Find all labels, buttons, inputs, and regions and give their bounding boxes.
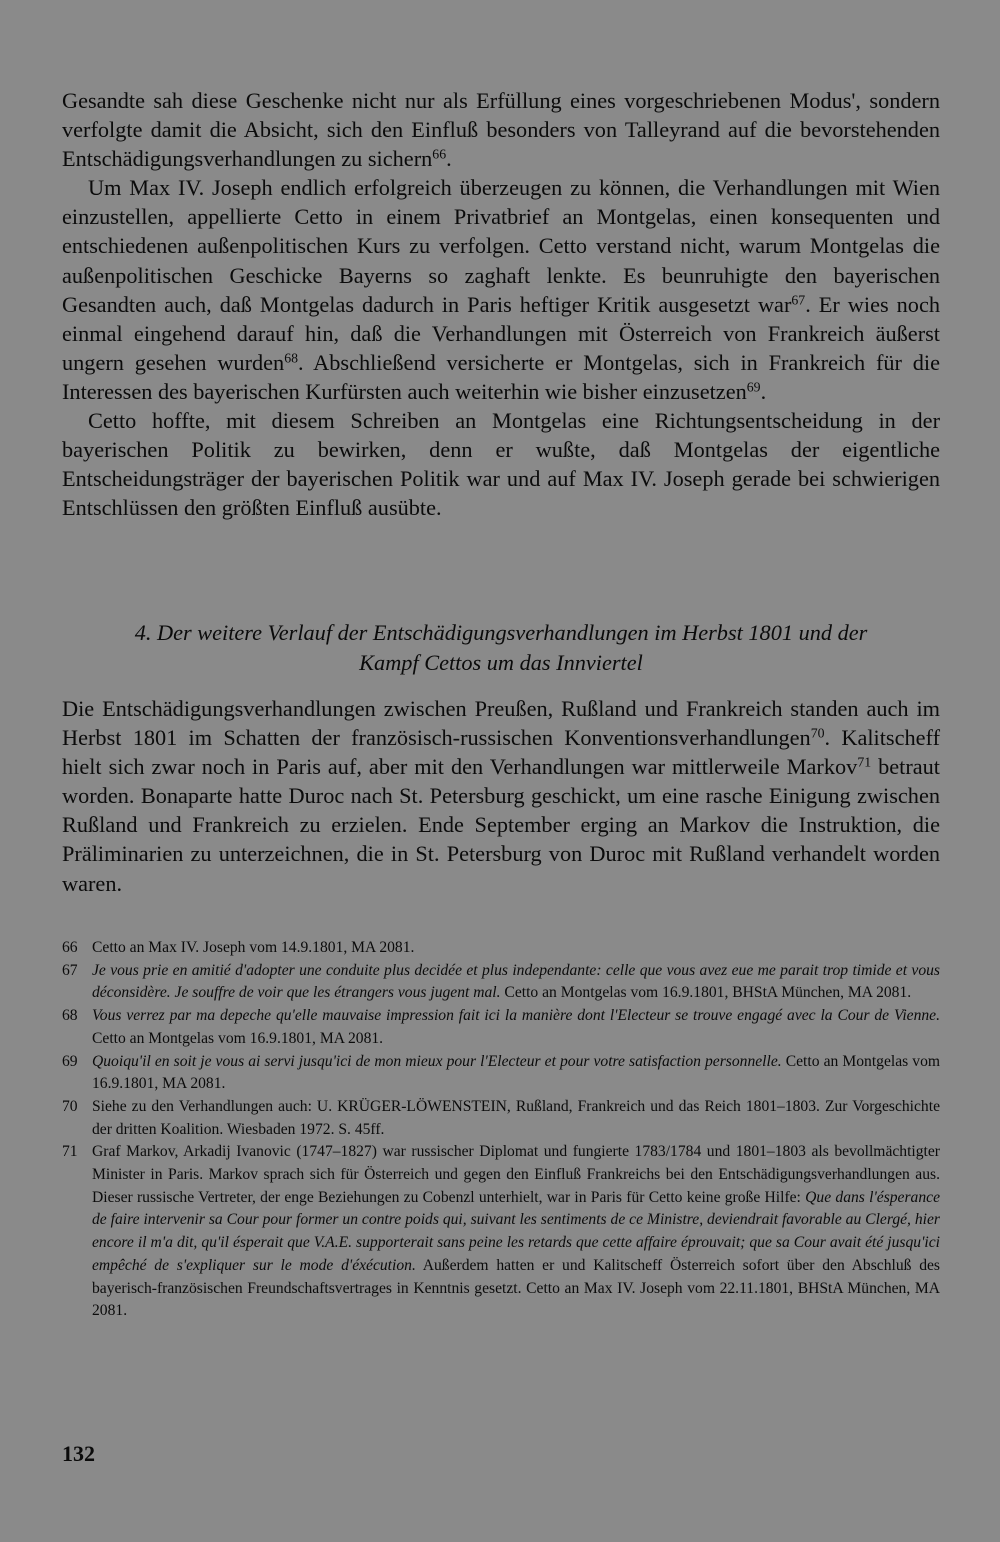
footnote-reference: 71 bbox=[857, 754, 872, 770]
footnote-number: 71 bbox=[62, 1143, 78, 1161]
footnote-text: Graf Markov, Arkadij Ivanovic (1747–1827) war russischer Diplomat und fungierte 1783/1784 und 1801–1803 als bevollmächtigter Minister in Paris. Markov sprach sich für Österreich und gegen den Einfluß Frankreichs bei den Entschädigungsverhandlungen aus. Dieser russische Vertreter, der enge Beziehungen zu Cobenzl unterhielt, war in Paris für Cetto keine große Hilfe: Que dans l'ésperance de faire intervenir sa Cour pour former un contre poids qui, suivant les sentiments de ce Ministre, deviendrait favorable au Clergé, hier encore il m'a dit, qu'il ésperait que V.A.E. supporterait sans peine les retards que cette affaire éprouvait; que sa Cour avait été jusqu'ici empêché de s'expliquer sur le mode d'éxécution. Außerdem hatten er und Kalitscheff Österreich sofort über den Abschluß des bayerisch-französischen Freundschaftsvertrages in Kenntnis gesetzt. Cetto an Max IV. Joseph vom 22.11.1801, BHStA München, MA 2081. bbox=[92, 1143, 940, 1320]
section-paragraph: Die Entschädigungsverhandlungen zwischen Preußen, Rußland und Frankreich standen auch im Herbst 1801 im Schatten der französisch-russischen Konventionsverhandlungen$^{70}$. Kalitscheff hielt sich zwar noch in Paris auf, aber mit den Verhandlungen war mittlerweile Markov$^{71}$ betraut worden. Bonaparte hatte Duroc nach St. Petersburg geschickt, um eine rasche Einigung zwischen Rußland und Frankreich zu erzielen. Ende September erging an Markov die Instruktion, die Präliminarien zu unterzeichnen, die in St. Petersburg von Duroc mit Rußland verhandelt worden waren. bbox=[62, 696, 940, 896]
italic-quote: Que dans l'ésperance de faire intervenir sa Cour pour former un contre poids qui, suivant les sentiments de ce Ministre, deviendrait favorable au Clergé, hier encore il m'a dit, qu'il ésperait que V.A.E. supporterait sans peine les retards que cette affaire éprouvait; que sa Cour avait été jusqu'ici empêché de s'expliquer sur le mode d'éxécution. bbox=[92, 1188, 940, 1274]
section-heading bbox=[62, 618, 940, 677]
page-number: 132 bbox=[62, 1441, 95, 1466]
footnote-text: Je vous prie en amitié d'adopter une conduite plus decidée et plus independante: celle que vous avez eue me parait trop timide et vous déconsidère. Je souffre de voir que les étrangers vous jugent mal. Cetto an Montgelas vom 16.9.1801, BHStA München, MA 2081. bbox=[92, 961, 940, 1002]
section-heading-line-2: Kampf Cettos um das Innviertel bbox=[359, 649, 643, 675]
footnote bbox=[62, 1141, 940, 1323]
footnote-number: 69 bbox=[62, 1052, 78, 1070]
footnote bbox=[62, 1051, 940, 1096]
footnote-text: Cetto an Max IV. Joseph vom 14.9.1801, MA 2081. bbox=[92, 939, 415, 956]
footnote-reference: 67 bbox=[791, 292, 806, 308]
footnote bbox=[62, 1096, 940, 1141]
section-body bbox=[62, 694, 940, 898]
footnote-reference: 69 bbox=[746, 379, 761, 395]
footnote-text: Quoiqu'il en soit je vous ai servi jusqu'ici de mon mieux pour l'Electeur et pour votre satisfaction personnelle. Cetto an Montgelas vom 16.9.1801, MA 2081. bbox=[92, 1052, 941, 1093]
footnote-number: 68 bbox=[62, 1007, 78, 1025]
footnote-text: Siehe zu den Verhandlungen auch: U. KRÜGER-LÖWENSTEIN, Rußland, Frankreich und das Reich 1801–1803. Zur Vorgeschichte der dritten Koalition. Wiesbaden 1972. S. 45ff. bbox=[92, 1097, 940, 1138]
section-heading-line-1: 4. Der weitere Verlauf der Entschädigungsverhandlungen im Herbst 1801 und der bbox=[134, 620, 868, 645]
footnote-text: Vous verrez par ma depeche qu'elle mauvaise impression fait ici la manière dont l'Electeur se trouve engagé avec la Cour de Vienne. Cetto an Montgelas vom 16.9.1801, MA 2081. bbox=[92, 1007, 940, 1047]
footnote-number: 67 bbox=[62, 961, 78, 979]
italic-quote: Je vous prie en amitié d'adopter une conduite plus decidée et plus independante: celle que vous avez eue me parait trop timide et vous déconsidère. Je souffre de voir que les étrangers vous jugent mal. bbox=[92, 961, 940, 1002]
footnote bbox=[62, 937, 940, 960]
paragraph-1: Gesandte sah diese Geschenke nicht nur als Erfüllung eines vorgeschriebenen Modus', sondern verfolgte damit die Absicht, sich den Einfluß besonders von Talleyrand auf die bevorstehenden Entschädigungsverhandlungen zu sichern$^{66}$. bbox=[62, 88, 940, 172]
italic-quote: Quoiqu'il en soit je vous ai servi jusqu'ici de mon mieux pour l'Electeur et pour votre satisfaction personnelle. bbox=[92, 1052, 782, 1070]
footnote-reference: 66 bbox=[432, 146, 447, 162]
body-text bbox=[62, 86, 940, 522]
italic-quote: Vous verrez par ma depeche qu'elle mauvaise impression fait ici la manière dont l'Electeur se trouve engagé avec la Cour de Vienne. bbox=[92, 1007, 940, 1025]
footnote-reference: 68 bbox=[284, 350, 298, 366]
footnotes bbox=[62, 937, 940, 1323]
footnote bbox=[62, 960, 940, 1005]
footnote-number: 66 bbox=[62, 939, 78, 956]
footnote-reference: 70 bbox=[810, 725, 825, 741]
footnote-number: 70 bbox=[62, 1097, 78, 1115]
footnote bbox=[62, 1005, 940, 1050]
paragraph-2: Um Max IV. Joseph endlich erfolgreich überzeugen zu können, die Verhandlungen mit Wien einzustellen, appellierte Cetto in einem Privatbrief an Montgelas, einen konsequenten und entschiedenen außenpolitischen Kurs zu verfolgen. Cetto verstand nicht, warum Montgelas die außenpolitischen Geschicke Bayerns so zaghaft lenkte. Es beunruhigte den bayerischen Gesandten auch, daß Montgelas dadurch in Paris heftiger Kritik ausgesetzt war$^{67}$. Er wies noch einmal eingehend darauf hin, daß die Verhandlungen mit Österreich von Frankreich äußerst ungern gesehen wurden$^{68}$. Abschließend versicherte er Montgelas, sich in Frankreich für die Interessen des bayerischen Kurfürsten auch weiterhin wie bisher einzusetzen$^{69}$. bbox=[62, 175, 940, 404]
paragraph-3: Cetto hoffte, mit diesem Schreiben an Montgelas eine Richtungsentscheidung in der bayerischen Politik zu bewirken, denn er wußte, daß Montgelas der eigentliche Entscheidungsträger der bayerischen Politik war und auf Max IV. Joseph gerade bei schwierigen Entschlüssen den größten Einfluß ausübte. bbox=[62, 408, 940, 521]
